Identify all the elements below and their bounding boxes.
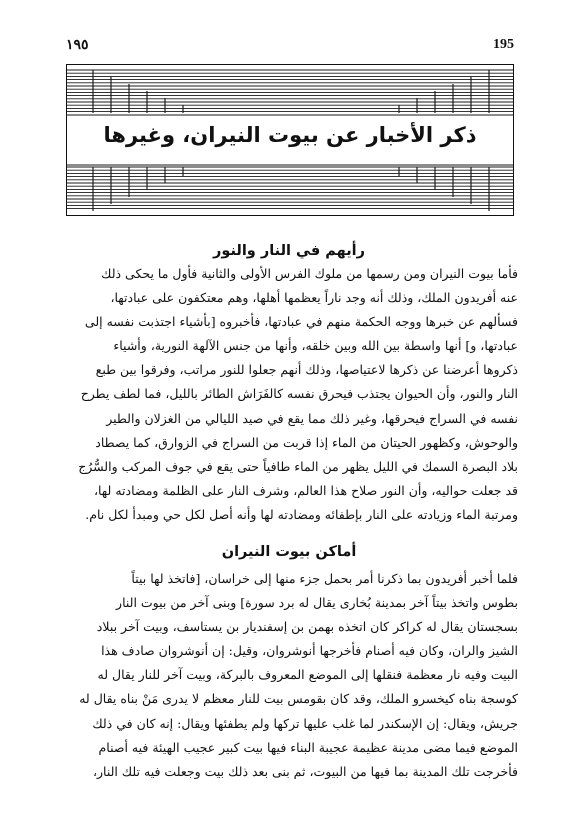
text-line: والوحوش، وكظهور الحيتان من الماء إذا قربت من السراج في الزوارق، كما يصطاد: [95, 434, 518, 450]
text-line: النار والنور، وأن الحيوان يجتذب فيحرق نفسه كالفَرَاش الطائر بالليل، فما لطف يطرح: [80, 386, 518, 402]
text-line: عنه أفريدون الملك، وذلك أنه وجد ناراً يعظمها أهلها، وهم معتكفون على عبادتها،: [110, 290, 518, 306]
text-line: البيت وفيه نار معظمة فنقلها إلى الموضع المعروف بالبركة، وبيت آخر للنار يقال له: [97, 667, 518, 683]
text-line: نفسه في السراج فيحرقها، وغير ذلك مما يقع في صيد الليالي من الغزلان والطير: [106, 410, 518, 426]
text-line: بلاد البصرة السمك في الليل يظهر من الماء طافياً حتى يقع في جوف المركب والسُّرُج: [78, 458, 518, 474]
text-line: الشيز والران، وكان فيه أصنام فأخرجها أنوشروان، وقيل: إن أنوشروان صادف هذا: [101, 643, 518, 659]
text-line: فأخرجت تلك المدينة بما فيها من البيوت، ثم بنى بعد ذلك بيت وجعلت فيه تلك النار،: [92, 763, 518, 779]
text-line: بطوس واتخذ بيتاً آخر بمدينة بُخارى يقال له برد سورة] وبنى آخر من بيوت النار: [116, 595, 518, 611]
page-number-latin: 195: [493, 37, 514, 52]
paragraph-fire-temples: [58, 567, 518, 784]
text-line: جريش، ويقال: إن الإسكندر لما غلب عليها تركها ولم يطفئها ويقال: إنه كان في ذلك: [92, 715, 518, 731]
text-line: ومرتبة الماء وزيادته على النار بإطفائه ومضادته لها وأنه أصل لكل حي ومبدأ لكل نام.: [85, 506, 518, 522]
text-line: ذكروها أعرضنا عن ذكرها لاعتياصها، وذلك أنهم جعلوا للنور مراتب، وفرقوا بين طبع: [95, 362, 518, 378]
section-heading-fire-temples: أماكن بيوت النيران: [221, 544, 357, 560]
text-line: الموضع فيما مضى مدينة عظيمة عجيبة البناء فيها بيت كبير عجيب الهيئة فيه أصنام: [98, 739, 518, 755]
paragraph-fire-and-light: [58, 262, 518, 527]
text-line: فأما بيوت النيران ومن رسمها من ملوك الفرس الأولى والثانية فأول ما يحكى ذلك: [101, 266, 518, 281]
text-line: كوسجة بناه كيخسرو الملك، وقد كان بقومس بيت للنار معظم لا يدرى مَنْ بناه يقال له: [79, 691, 518, 707]
section-heading-fire-and-light: رأيهم في النار والنور: [213, 243, 365, 259]
text-line: فسألهم عن خبرها ووجه الحكمة منهم في عبادتها، فأخبروه [بأشياء اجتذبت نفسه إلى: [84, 314, 518, 330]
page-number-arabic: ١٩٥: [66, 38, 89, 53]
text-line: بسجستان يقال له كراكر كان اتخذه بهمن بن إسفنديار بن يستاسف، وبيت آخر ببلاد: [96, 619, 518, 635]
chapter-header-ornament: [66, 64, 514, 216]
text-line: قد جعلت حواليه، وأن النور صلاح هذا العالم، وشرف النار على الظلمة ومضادته لها،: [93, 482, 518, 498]
chapter-title: ذكر الأخبار عن بيوت النيران، وغيرها: [103, 123, 477, 147]
text-line: عبادتها، و] أنها واسطة بين الله وبين خلقه، وأنها من جنس الآلهة النورية، وأشياء: [113, 338, 518, 354]
text-line: فلما أخبر أفريدون بما ذكرنا أمر بحمل جزء منها إلى خراسان، [فاتخذ لها بيتاً: [131, 571, 518, 586]
